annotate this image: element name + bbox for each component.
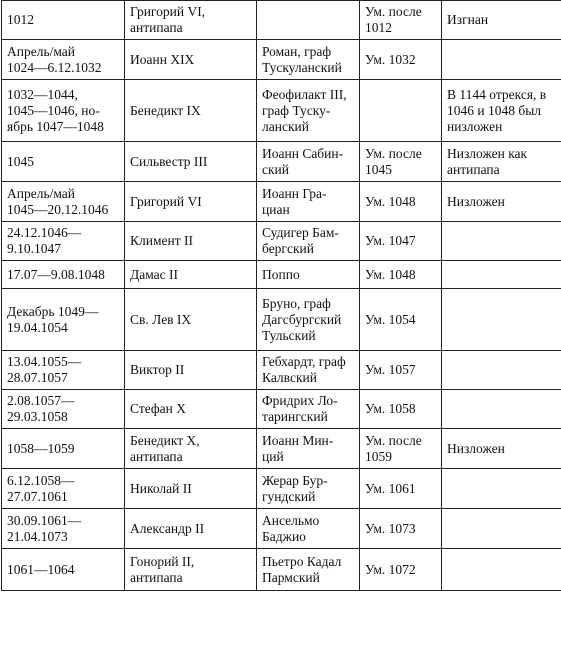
cell-pope-name: Григорий VI <box>125 182 257 222</box>
cell-note <box>442 261 561 289</box>
cell-birth-name: Поппо <box>257 261 360 289</box>
table-row <box>2 261 561 289</box>
cell-death: Ум. 1054 <box>360 289 442 351</box>
cell-pope-name: Григорий VI, антипапа <box>125 1 257 40</box>
cell-birth-name: Иоанн Сабин- ский <box>257 142 360 182</box>
cell-death: Ум. после 1012 <box>360 1 442 40</box>
cell-pope-name: Стефан X <box>125 390 257 429</box>
cell-note <box>442 222 561 261</box>
cell-birth-name: Роман, граф Тускуланский <box>257 40 360 80</box>
cell-note: Низложен как антипапа <box>442 142 561 182</box>
cell-death: Ум. 1073 <box>360 509 442 549</box>
cell-birth-name: Иоанн Мин- ций <box>257 429 360 469</box>
cell-birth-name: Судигер Бам- бергский <box>257 222 360 261</box>
cell-note: Низложен <box>442 182 561 222</box>
cell-pope-name: Виктор II <box>125 351 257 390</box>
cell-period: 13.04.1055— 28.07.1057 <box>2 351 125 390</box>
cell-death: Ум. 1058 <box>360 390 442 429</box>
cell-birth-name: Пьетро Кадал Пармский <box>257 549 360 591</box>
cell-note <box>442 469 561 509</box>
table-row <box>2 351 561 390</box>
cell-death: Ум. 1048 <box>360 261 442 289</box>
table-row <box>2 80 561 142</box>
cell-period: 1045 <box>2 142 125 182</box>
cell-birth-name: Жерар Бур- гундский <box>257 469 360 509</box>
cell-note: Низложен <box>442 429 561 469</box>
cell-death: Ум. 1032 <box>360 40 442 80</box>
table-row <box>2 549 561 591</box>
cell-pope-name: Сильвестр III <box>125 142 257 182</box>
cell-note <box>442 351 561 390</box>
cell-period: 1058—1059 <box>2 429 125 469</box>
cell-death: Ум. 1048 <box>360 182 442 222</box>
table-row <box>2 40 561 80</box>
cell-note <box>442 40 561 80</box>
table-row <box>2 390 561 429</box>
table-row <box>2 429 561 469</box>
cell-pope-name: Николай II <box>125 469 257 509</box>
cell-period: Декабрь 1049— 19.04.1054 <box>2 289 125 351</box>
table-body <box>2 1 561 591</box>
cell-pope-name: Александр II <box>125 509 257 549</box>
cell-period: Апрель/май 1045—20.12.1046 <box>2 182 125 222</box>
cell-birth-name: Иоанн Гра- циан <box>257 182 360 222</box>
cell-pope-name: Дамас II <box>125 261 257 289</box>
cell-note <box>442 390 561 429</box>
cell-death: Ум. 1072 <box>360 549 442 591</box>
cell-birth-name <box>257 1 360 40</box>
cell-period: 2.08.1057— 29.03.1058 <box>2 390 125 429</box>
cell-pope-name: Иоанн XIX <box>125 40 257 80</box>
table-row <box>2 469 561 509</box>
cell-death: Ум. 1061 <box>360 469 442 509</box>
cell-death: Ум. 1057 <box>360 351 442 390</box>
cell-pope-name: Климент II <box>125 222 257 261</box>
table-row <box>2 222 561 261</box>
cell-note <box>442 289 561 351</box>
cell-period: 1012 <box>2 1 125 40</box>
cell-death: Ум. 1047 <box>360 222 442 261</box>
cell-period: 1032—1044, 1045—1046, но- ябрь 1047—1048 <box>2 80 125 142</box>
table-row <box>2 509 561 549</box>
table-row <box>2 1 561 40</box>
cell-pope-name: Бенедикт X, антипапа <box>125 429 257 469</box>
cell-period: Апрель/май 1024—6.12.1032 <box>2 40 125 80</box>
cell-birth-name: Фридрих Ло- тарингский <box>257 390 360 429</box>
cell-death: Ум. после 1045 <box>360 142 442 182</box>
table-row <box>2 182 561 222</box>
cell-period: 17.07—9.08.1048 <box>2 261 125 289</box>
cell-death: Ум. после 1059 <box>360 429 442 469</box>
cell-birth-name: Феофилакт III, граф Туску- ланский <box>257 80 360 142</box>
cell-note: Изгнан <box>442 1 561 40</box>
cell-period: 24.12.1046— 9.10.1047 <box>2 222 125 261</box>
cell-pope-name: Св. Лев IX <box>125 289 257 351</box>
cell-period: 1061—1064 <box>2 549 125 591</box>
cell-birth-name: Ансельмо Баджио <box>257 509 360 549</box>
cell-note: В 1144 отрекся, в 1046 и 1048 был низложен <box>442 80 561 142</box>
cell-note <box>442 509 561 549</box>
cell-pope-name: Гонорий II, антипапа <box>125 549 257 591</box>
table-row <box>2 289 561 351</box>
table-row <box>2 142 561 182</box>
cell-death <box>360 80 442 142</box>
cell-period: 30.09.1061— 21.04.1073 <box>2 509 125 549</box>
cell-birth-name: Гебхардт, граф Калвский <box>257 351 360 390</box>
cell-pope-name: Бенедикт IX <box>125 80 257 142</box>
cell-period: 6.12.1058— 27.07.1061 <box>2 469 125 509</box>
popes-table <box>1 0 561 591</box>
cell-note <box>442 549 561 591</box>
cell-birth-name: Бруно, граф Дагсбургский Тульский <box>257 289 360 351</box>
